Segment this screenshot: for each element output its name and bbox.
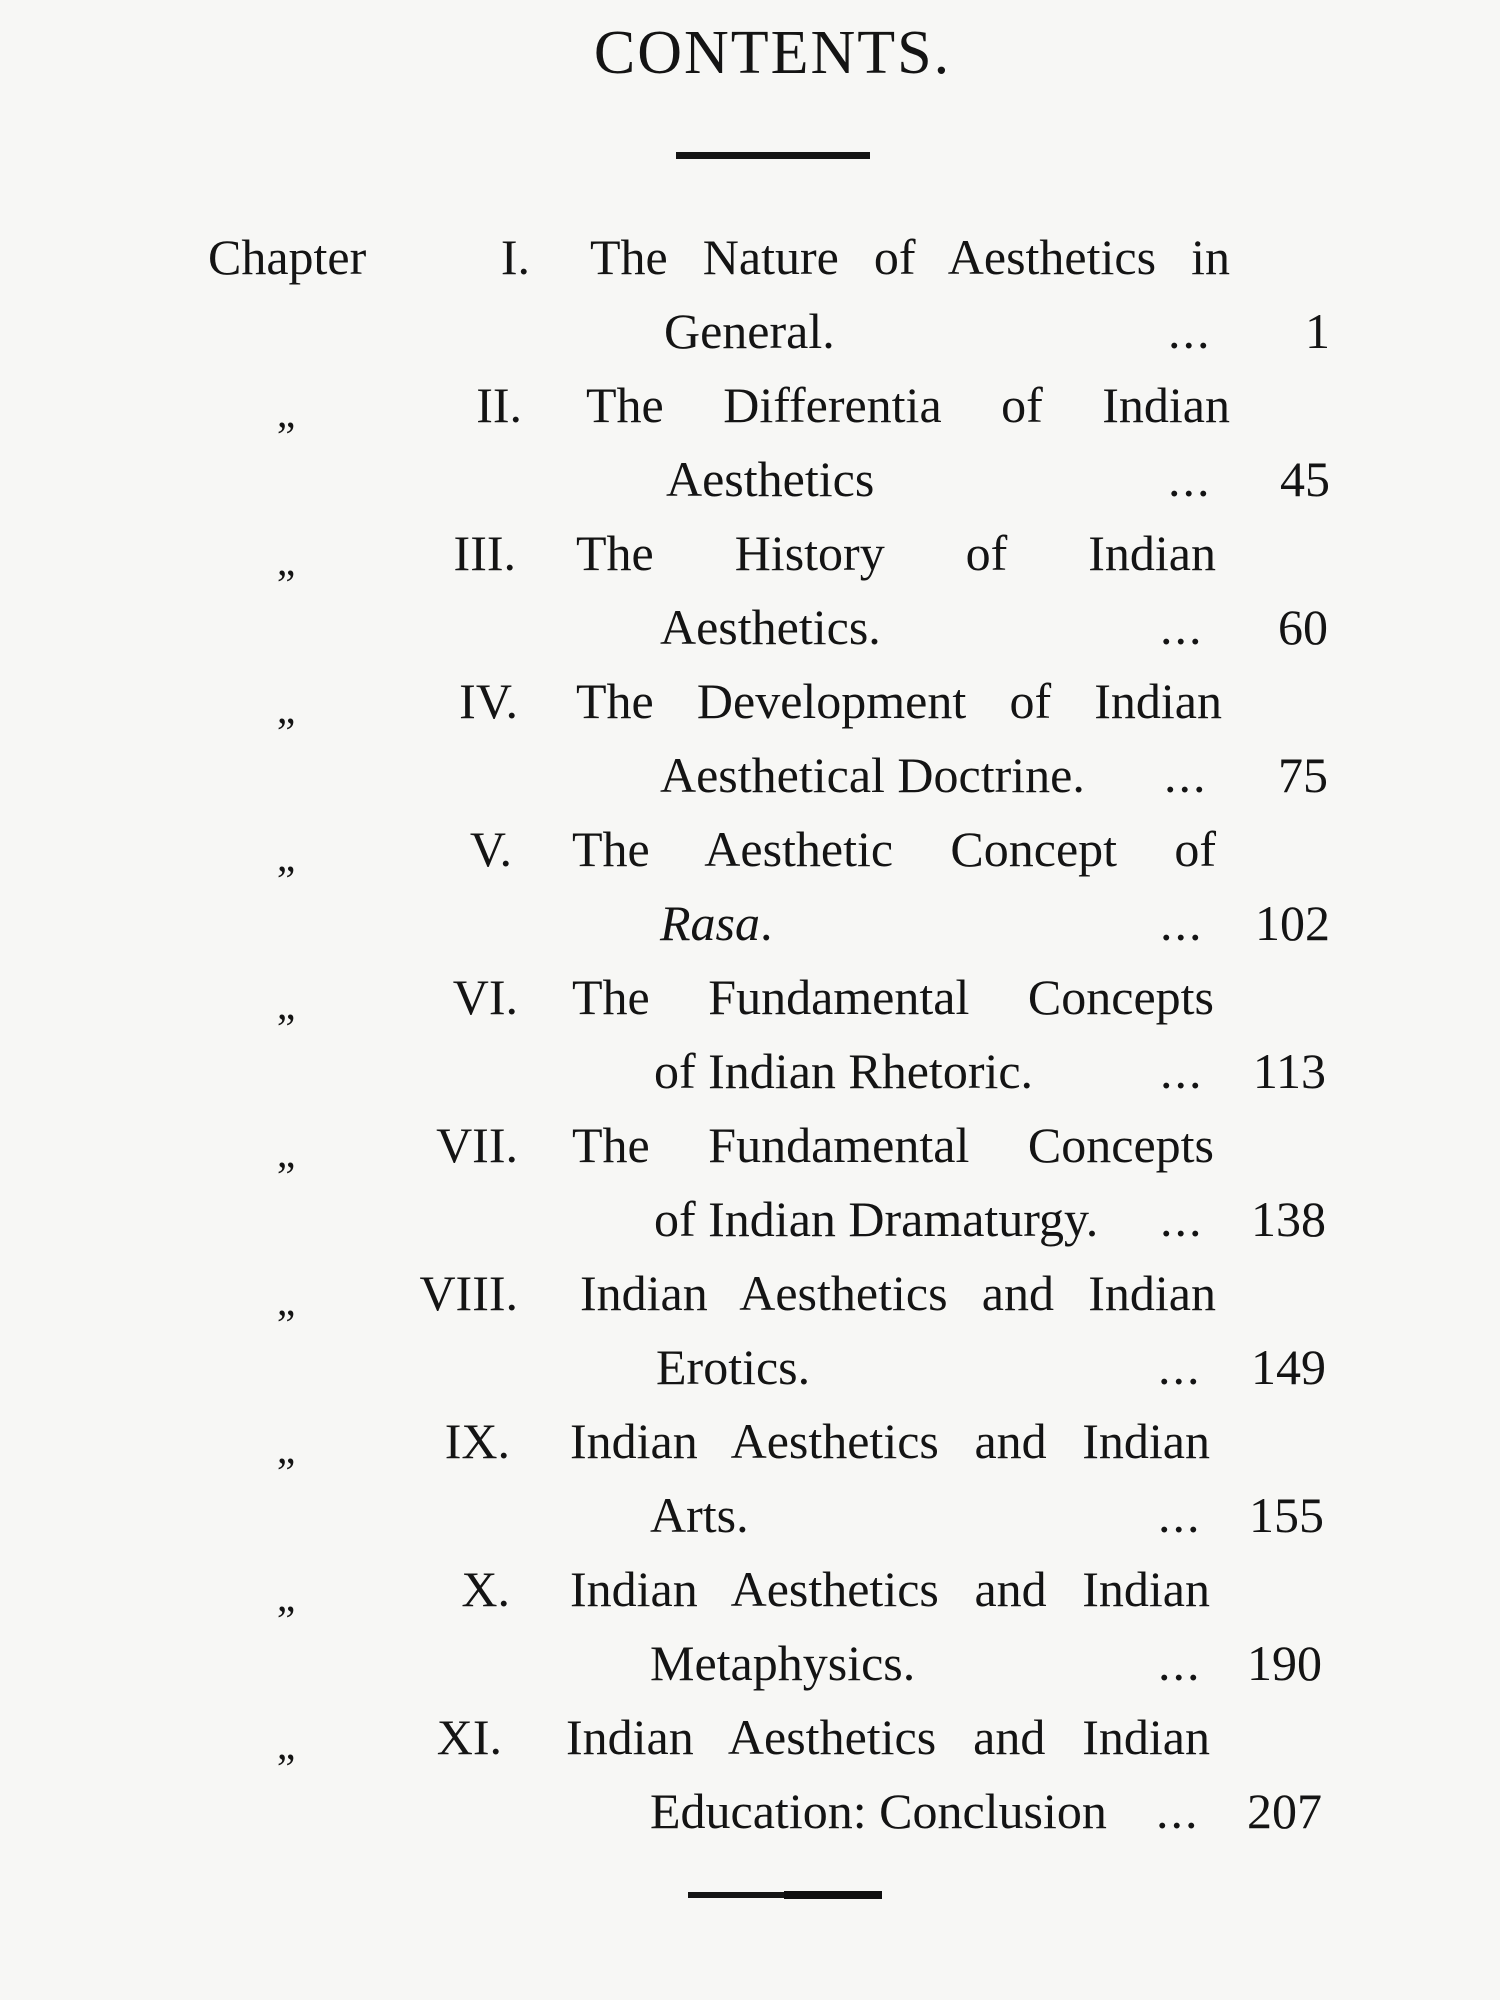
chapter-title-line-2: Erotics.: [656, 1339, 811, 1395]
toc-entry: [0, 1560, 1500, 1708]
bottom-rule: [688, 1892, 882, 1898]
chapter-title-line-2: General.: [664, 303, 835, 359]
chapter-title-line-1: The Fundamental Concepts: [572, 969, 1214, 1025]
page-number: 75: [1278, 747, 1328, 803]
ditto-mark: ,,: [277, 983, 294, 1029]
chapter-label: Chapter: [208, 229, 367, 285]
chapter-title-line-1: Indian Aesthetics and Indian: [566, 1709, 1210, 1765]
chapter-title-line-2: of Indian Dramaturgy.: [654, 1191, 1099, 1247]
toc-entry: [0, 1116, 1500, 1264]
toc-entry: [0, 672, 1500, 820]
page-number: 155: [1249, 1487, 1324, 1543]
dot-leader: ...: [1164, 747, 1208, 803]
chapter-numeral: III.: [453, 525, 516, 581]
chapter-numeral: VII.: [436, 1117, 518, 1173]
chapter-title-line-2: Aesthetics.: [660, 599, 881, 655]
chapter-numeral: VI.: [452, 969, 518, 1025]
dot-leader: ...: [1158, 1339, 1202, 1395]
dot-leader: ...: [1158, 1635, 1202, 1691]
chapter-numeral: XI.: [436, 1709, 502, 1765]
chapter-numeral: IX.: [444, 1413, 510, 1469]
chapter-title-line-2: Arts.: [650, 1487, 749, 1543]
page-number: 138: [1251, 1191, 1326, 1247]
ditto-mark: ,,: [277, 391, 294, 437]
dot-leader: ...: [1160, 1191, 1204, 1247]
ditto-mark: ,,: [277, 1427, 294, 1473]
dot-leader: ...: [1158, 1487, 1202, 1543]
chapter-numeral: II.: [476, 377, 522, 433]
chapter-title-line-2: Metaphysics.: [650, 1635, 916, 1691]
chapter-title-line-1: The Development of Indian: [576, 673, 1222, 729]
chapter-numeral: I.: [500, 229, 530, 285]
toc-entry: [0, 968, 1500, 1116]
chapter-numeral: V.: [469, 821, 512, 877]
chapter-title-line-1: Indian Aesthetics and Indian: [580, 1265, 1216, 1321]
ditto-mark: ,,: [277, 1575, 294, 1621]
page-number: 102: [1255, 895, 1330, 951]
ditto-mark: ,,: [277, 1131, 294, 1177]
toc-entry: [0, 524, 1500, 672]
ditto-mark: ,,: [277, 539, 294, 585]
chapter-title-line-1: The Nature of Aesthetics in: [590, 229, 1230, 285]
toc-entry: [0, 376, 1500, 524]
chapter-title-line-1: Indian Aesthetics and Indian: [570, 1561, 1210, 1617]
chapter-title-line-1: The Differentia of Indian: [586, 377, 1230, 433]
toc-entry: [0, 1264, 1500, 1412]
page-number: 45: [1280, 451, 1330, 507]
toc-entry: [0, 1708, 1500, 1856]
chapter-title-line-2: Rasa.: [660, 895, 773, 951]
dot-leader: ...: [1160, 599, 1204, 655]
page-number: 149: [1251, 1339, 1326, 1395]
chapter-title-line-2: Education: Conclusion: [650, 1783, 1107, 1839]
chapter-title-line-1: The Aesthetic Concept of: [572, 821, 1216, 877]
ditto-mark: ,,: [277, 687, 294, 733]
toc-entry: [0, 1412, 1500, 1560]
chapter-title-line-2: Aesthetical Doctrine.: [660, 747, 1085, 803]
page-number: 1: [1305, 303, 1330, 359]
page-number: 113: [1252, 1043, 1326, 1099]
dot-leader: ...: [1156, 1783, 1200, 1839]
contents-heading: CONTENTS.: [593, 19, 952, 87]
chapter-title-line-2: of Indian Rhetoric.: [654, 1043, 1034, 1099]
page-number: 207: [1247, 1783, 1322, 1839]
chapter-title-line-1: The History of Indian: [576, 525, 1216, 581]
chapter-numeral: X.: [461, 1561, 510, 1617]
dot-leader: ...: [1168, 451, 1212, 507]
chapter-title-line-1: The Fundamental Concepts: [572, 1117, 1214, 1173]
chapter-numeral: VIII.: [419, 1265, 518, 1321]
page-number: 60: [1278, 599, 1328, 655]
ditto-mark: ,,: [277, 1279, 294, 1325]
toc-entry: [0, 228, 1500, 376]
chapter-title-line-1: Indian Aesthetics and Indian: [570, 1413, 1210, 1469]
dot-leader: ...: [1168, 303, 1212, 359]
chapter-numeral: IV.: [459, 673, 518, 729]
toc-entry: [0, 820, 1500, 968]
ditto-mark: ,,: [277, 835, 294, 881]
dot-leader: ...: [1160, 1043, 1204, 1099]
dot-leader: ...: [1160, 895, 1204, 951]
page-number: 190: [1247, 1635, 1322, 1691]
ditto-mark: ,,: [277, 1723, 294, 1769]
chapter-title-line-2: Aesthetics: [666, 451, 875, 507]
